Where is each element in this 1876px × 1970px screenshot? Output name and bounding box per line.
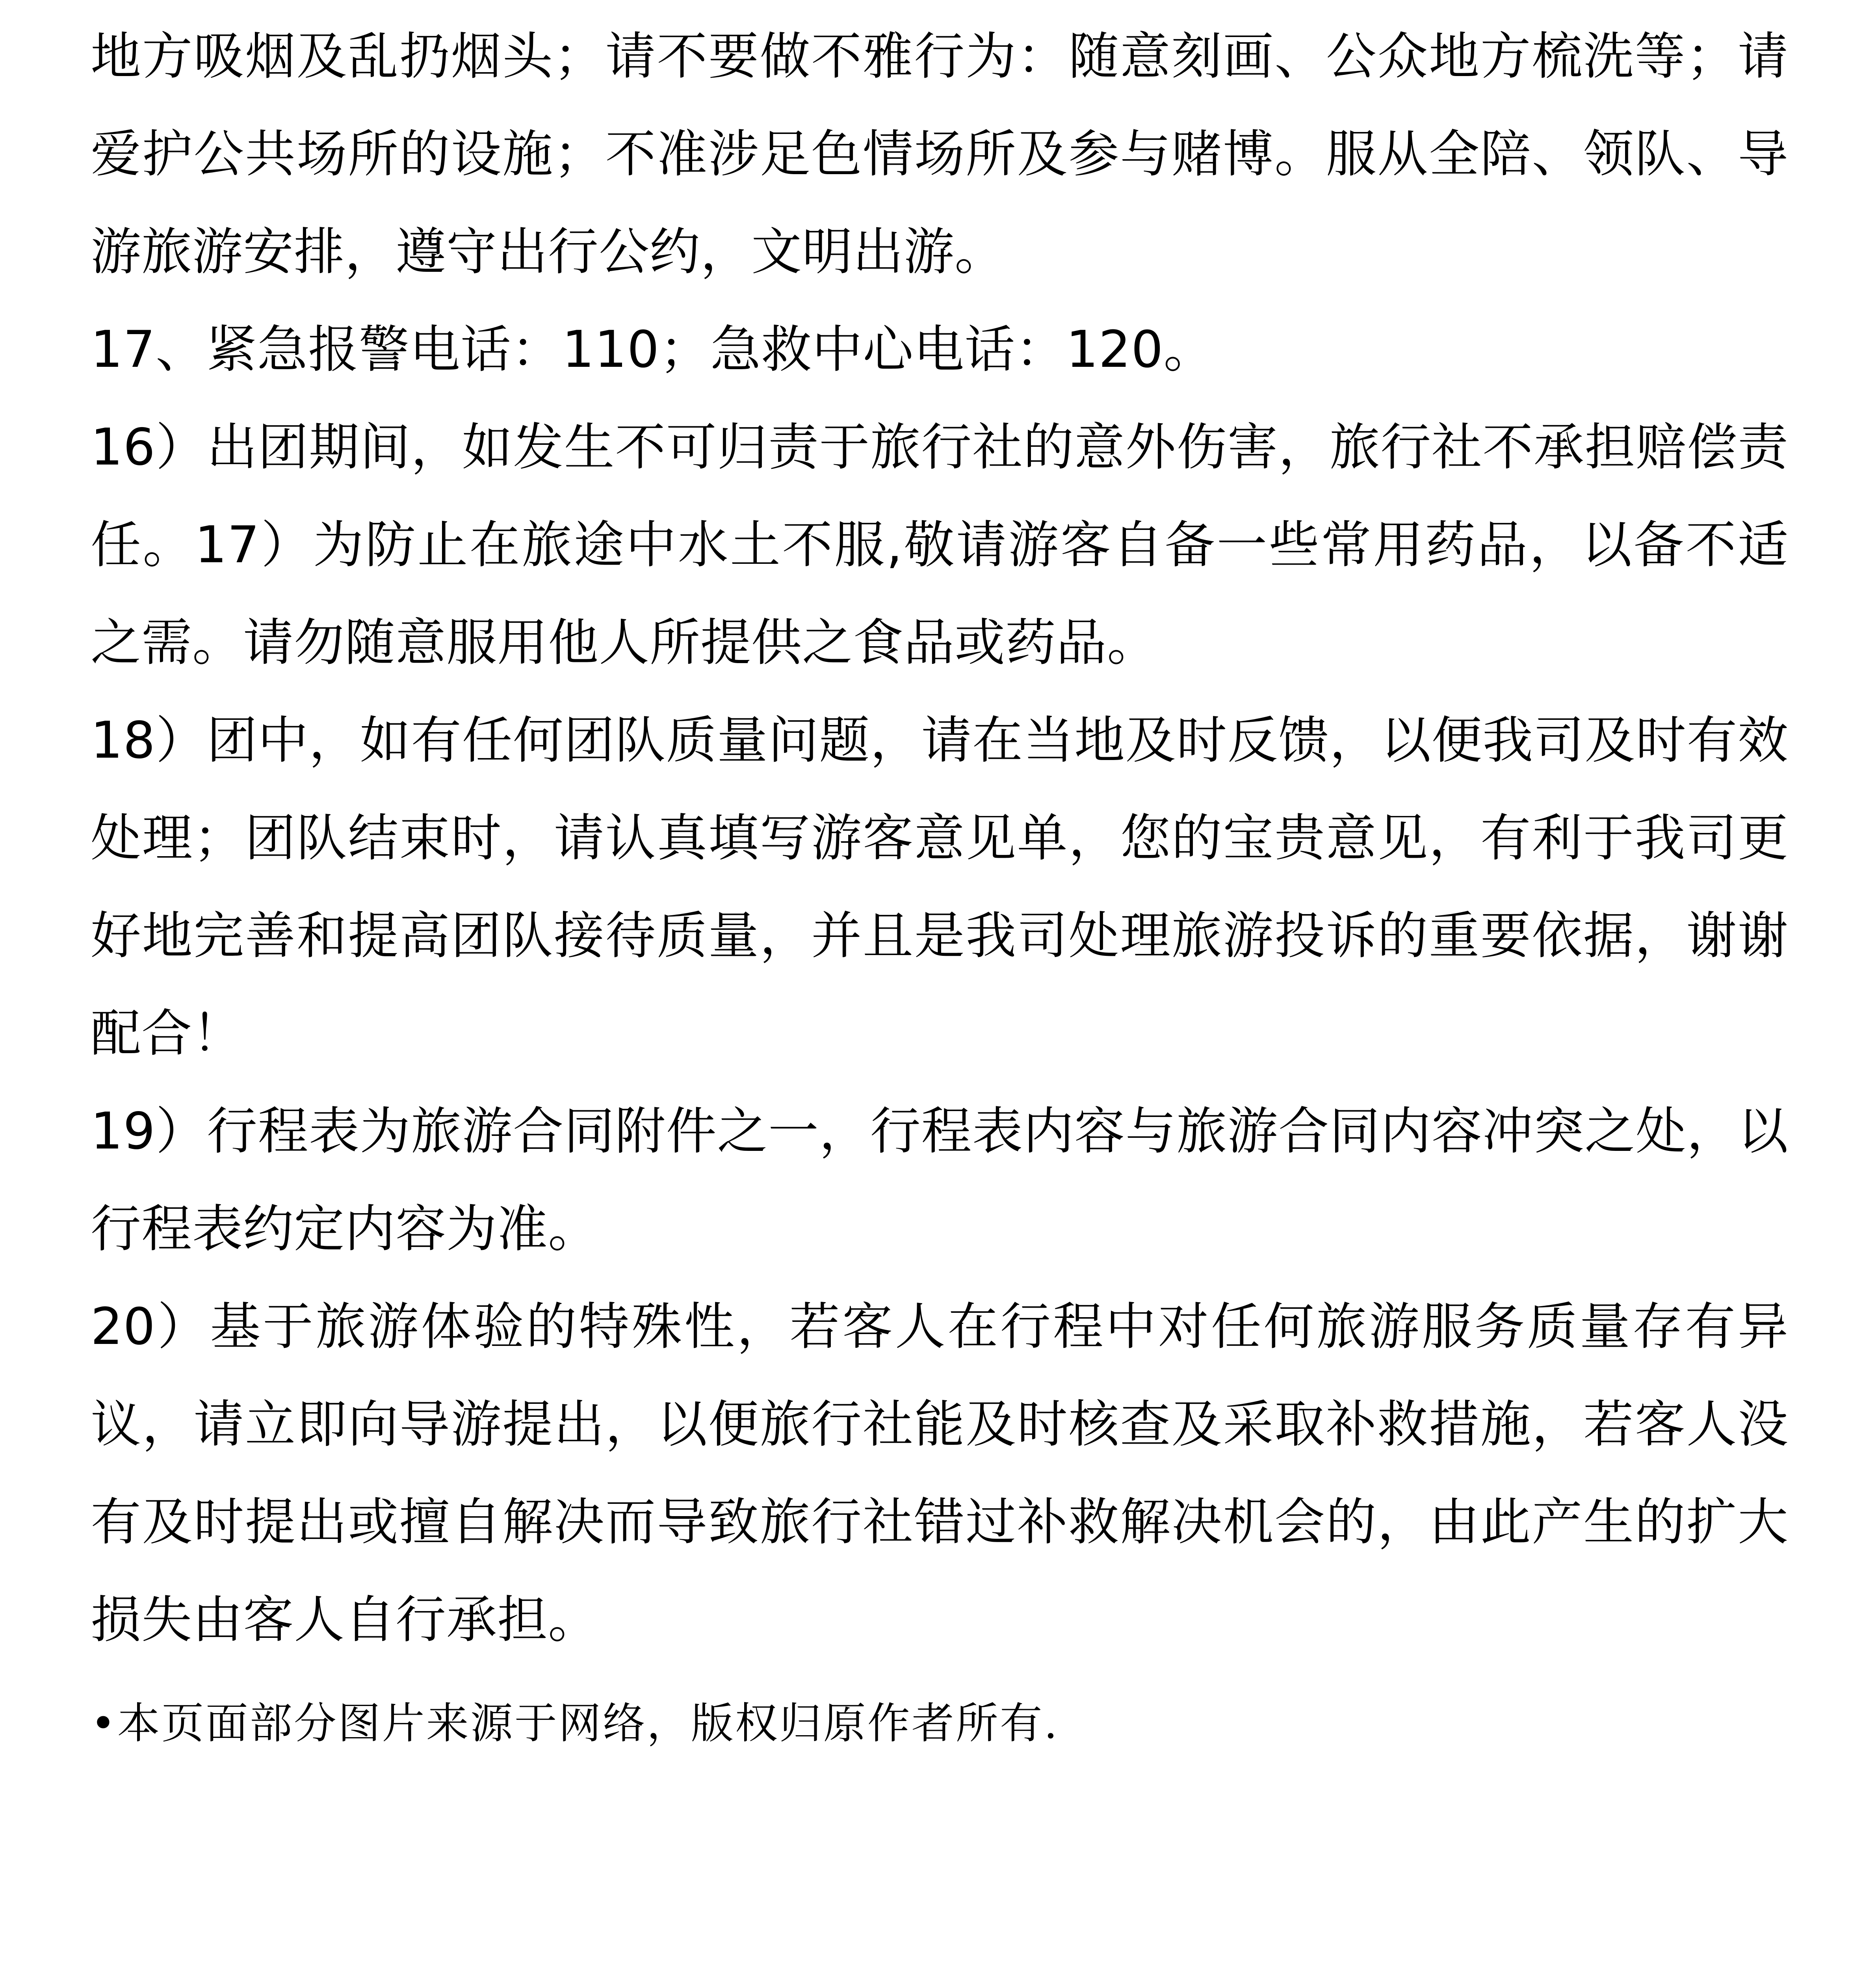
- paragraph-item-20: 20）基于旅游体验的特殊性，若客人在行程中对任何旅游服务质量存有异议，请立即向导游提出，以便旅行社能及时核查及采取补救措施，若客人没有及时提出或擅自解决而导致旅行社错过补救解决机会的，由此产生的扩大损失由客人自行承担。: [91, 1297, 1789, 1649]
- paragraph-item-19: 19）行程表为旅游合同附件之一，行程表内容与旅游合同内容冲突之处，以行程表约定内容为准。: [91, 1102, 1789, 1258]
- paragraph-conduct: 地方吸烟及乱扔烟头；请不要做不雅行为：随意刻画、公众地方梳洗等；请爱护公共场所的设施；不准涉足色情场所及参与赌博。服从全陪、领队、导游旅游安排，遵守出行公约，文明出游。: [91, 27, 1789, 281]
- paragraph-item-18: 18）团中，如有任何团队质量问题，请在当地及时反馈，以便我司及时有效处理；团队结束时，请认真填写游客意见单，您的宝贵意见，有利于我司更好地完善和提高团队接待质量，并且是我司处理旅游投诉的重要依据，谢谢配合！: [91, 711, 1789, 1063]
- paragraph-item-16-17: 16）出团期间，如发生不可归责于旅行社的意外伤害，旅行社不承担赔偿责任。17）为防止在旅途中水土不服,敬请游客自备一些常用药品，以备不适之需。请勿随意服用他人所提供之食品或药品。: [91, 418, 1789, 672]
- paragraph-emergency-phones: 17、紧急报警电话：110；急救中心电话：120。: [91, 320, 1215, 379]
- copyright-footnote: •本页面部分图片来源于网络，版权归原作者所有.: [91, 1699, 1059, 1748]
- body-text: [91, 8, 1789, 1669]
